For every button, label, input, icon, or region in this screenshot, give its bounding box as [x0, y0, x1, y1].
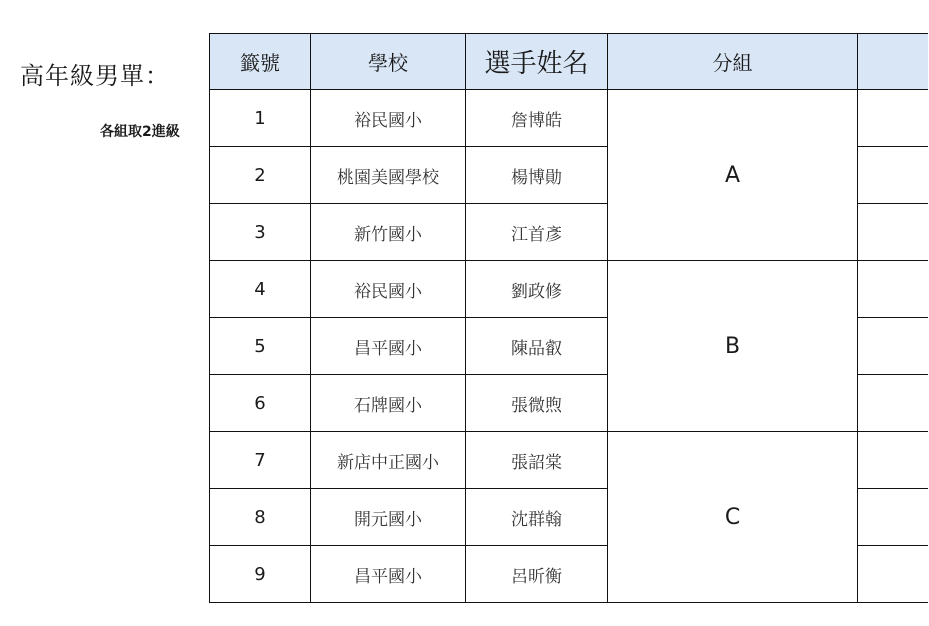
player-name: 詹博皓: [466, 90, 608, 147]
header-school: 學校: [311, 34, 466, 90]
group-label: A: [608, 90, 858, 261]
group-label: B: [608, 261, 858, 432]
table-row: [210, 90, 928, 147]
extra-cell: [858, 375, 928, 432]
header-extra: [858, 34, 928, 90]
draw-number: 8: [210, 489, 311, 546]
school-name: 石牌國小: [311, 375, 466, 432]
school-name: 新竹國小: [311, 204, 466, 261]
school-name: 開元國小: [311, 489, 466, 546]
header-group: 分組: [608, 34, 858, 90]
player-name: 沈群翰: [466, 489, 608, 546]
draw-table: [209, 33, 928, 603]
draw-number: 5: [210, 318, 311, 375]
school-name: 裕民國小: [311, 90, 466, 147]
player-name: 呂昕衡: [466, 546, 608, 603]
school-name: 桃園美國學校: [311, 147, 466, 204]
draw-number: 2: [210, 147, 311, 204]
page-title: 高年級男單：: [20, 62, 170, 90]
player-name: 陳品叡: [466, 318, 608, 375]
header-player: 選手姓名: [466, 34, 608, 90]
table-row: [210, 432, 928, 489]
extra-cell: [858, 546, 928, 603]
player-name: 張詔棠: [466, 432, 608, 489]
header-number: 籤號: [210, 34, 311, 90]
group-label: C: [608, 432, 858, 603]
table-row: [210, 261, 928, 318]
draw-number: 4: [210, 261, 311, 318]
draw-number: 7: [210, 432, 311, 489]
extra-cell: [858, 90, 928, 147]
player-name: 劉政修: [466, 261, 608, 318]
extra-cell: [858, 489, 928, 546]
school-name: 昌平國小: [311, 546, 466, 603]
draw-number: 6: [210, 375, 311, 432]
school-name: 昌平國小: [311, 318, 466, 375]
extra-cell: [858, 204, 928, 261]
extra-cell: [858, 147, 928, 204]
header-row: [210, 34, 928, 90]
school-name: 新店中正國小: [311, 432, 466, 489]
school-name: 裕民國小: [311, 261, 466, 318]
advancement-note: 各組取2進級: [100, 124, 180, 140]
draw-number: 1: [210, 90, 311, 147]
extra-cell: [858, 261, 928, 318]
draw-number: 3: [210, 204, 311, 261]
draw-number: 9: [210, 546, 311, 603]
extra-cell: [858, 432, 928, 489]
player-name: 江首彥: [466, 204, 608, 261]
extra-cell: [858, 318, 928, 375]
player-name: 張微煦: [466, 375, 608, 432]
player-name: 楊博勛: [466, 147, 608, 204]
